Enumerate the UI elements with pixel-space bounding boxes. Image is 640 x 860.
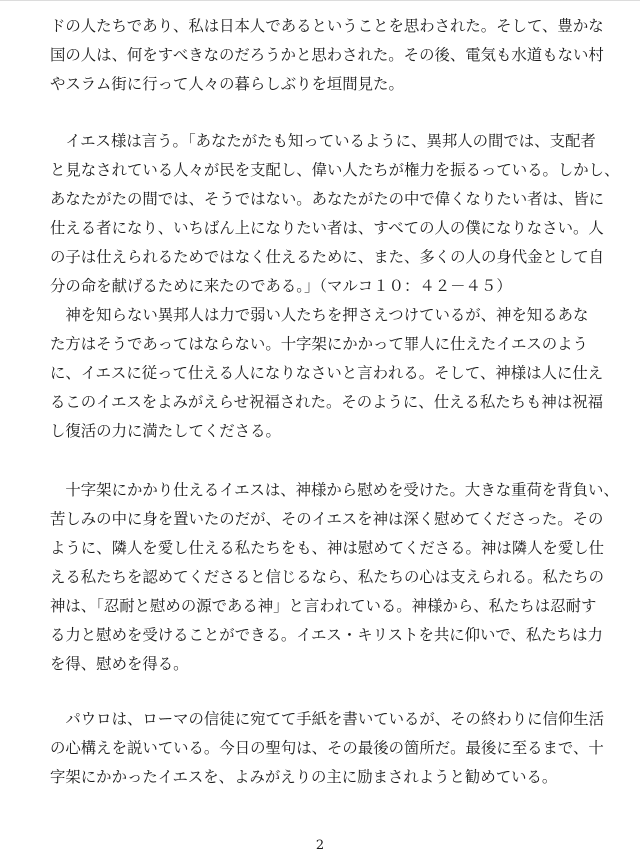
paragraph <box>50 301 610 446</box>
text-line: と見なされている人々が民を支配し、偉い人たちが権力を振るっている。しかし、 <box>50 161 620 179</box>
text-line: 仕える者になり、いちばん上になりたい者は、すべての人の僕になりなさい。人 <box>50 219 604 237</box>
paragraph <box>50 127 620 301</box>
text-line: 十字架にかかり仕えるイエスは、神様から慰めを受けた。大きな重荷を背負い、 <box>50 481 619 499</box>
text-line: るこのイエスをよみがえらせ祝福された。そのように、仕える私たちも神は祝福 <box>50 393 603 411</box>
text-line: 苦しみの中に身を置いたのだが、そのイエスを神は深く慰めてくださった。その <box>50 510 604 528</box>
text-line: ドの人たちであり、私は日本人であるということを思わされた。そして、豊かな <box>50 17 604 35</box>
text-line: を得、慰めを得る。 <box>50 655 189 673</box>
text-line: し復活の力に満たしてくださる。 <box>50 422 281 440</box>
text-line: やスラム街に行って人々の暮らしぶりを垣間見た。 <box>50 75 404 93</box>
text-line: 国の人は、何をすべきなのだろうかと思わされた。その後、電気も水道もない村 <box>50 46 604 64</box>
text-line: パウロは、ローマの信徒に宛てて手紙を書いているが、その終わりに信仰生活 <box>50 710 605 728</box>
page-top-edge <box>0 0 640 1</box>
text-line: 分の命を献げるために来たのである。」（マルコ１０：４２－４５） <box>50 277 512 295</box>
page-number: 2 <box>315 838 325 853</box>
text-line: 神を知らない異邦人は力で弱い人たちを押さえつけているが、神を知るあな <box>50 306 589 324</box>
paragraph <box>50 705 610 792</box>
text-line: の子は仕えられるためではなく仕えるために、また、多くの人の身代金として自 <box>50 248 605 266</box>
text-line: た方はそうであってはならない。十字架にかかって罪人に仕えたイエスのよう <box>50 335 588 353</box>
text-line: る力と慰めを受けることができる。イエス・キリストを共に仰いで、私たちは力 <box>50 626 603 644</box>
text-line: える私たちを認めてくださると信じるなら、私たちの心は支えられる。私たちの <box>50 568 605 586</box>
text-line: の心構えを説いている。今日の聖句は、その最後の箇所だ。最後に至るまで、十 <box>50 739 604 757</box>
text-line: ように、隣人を愛し仕える私たちをも、神は慰めてくださる。神は隣人を愛し仕 <box>50 539 605 557</box>
paragraph <box>50 476 619 679</box>
text-line: 神は、「忍耐と慰めの源である神」と言われている。神様から、私たちは忍耐す <box>50 597 597 615</box>
text-line: 字架にかかったイエスを、よみがえりの主に励まされようと勧めている。 <box>50 768 558 786</box>
paragraph <box>50 12 610 99</box>
text-line: に、イエスに従って仕える人になりなさいと言われる。そして、神様は人に仕え <box>50 364 604 382</box>
text-line: あなたがたの間では、そうではない。あなたがたの中で偉くなりたい者は、皆に <box>50 190 605 208</box>
text-line: イエス様は言う。「あなたがたも知っているように、異邦人の間では、支配者 <box>50 132 596 150</box>
